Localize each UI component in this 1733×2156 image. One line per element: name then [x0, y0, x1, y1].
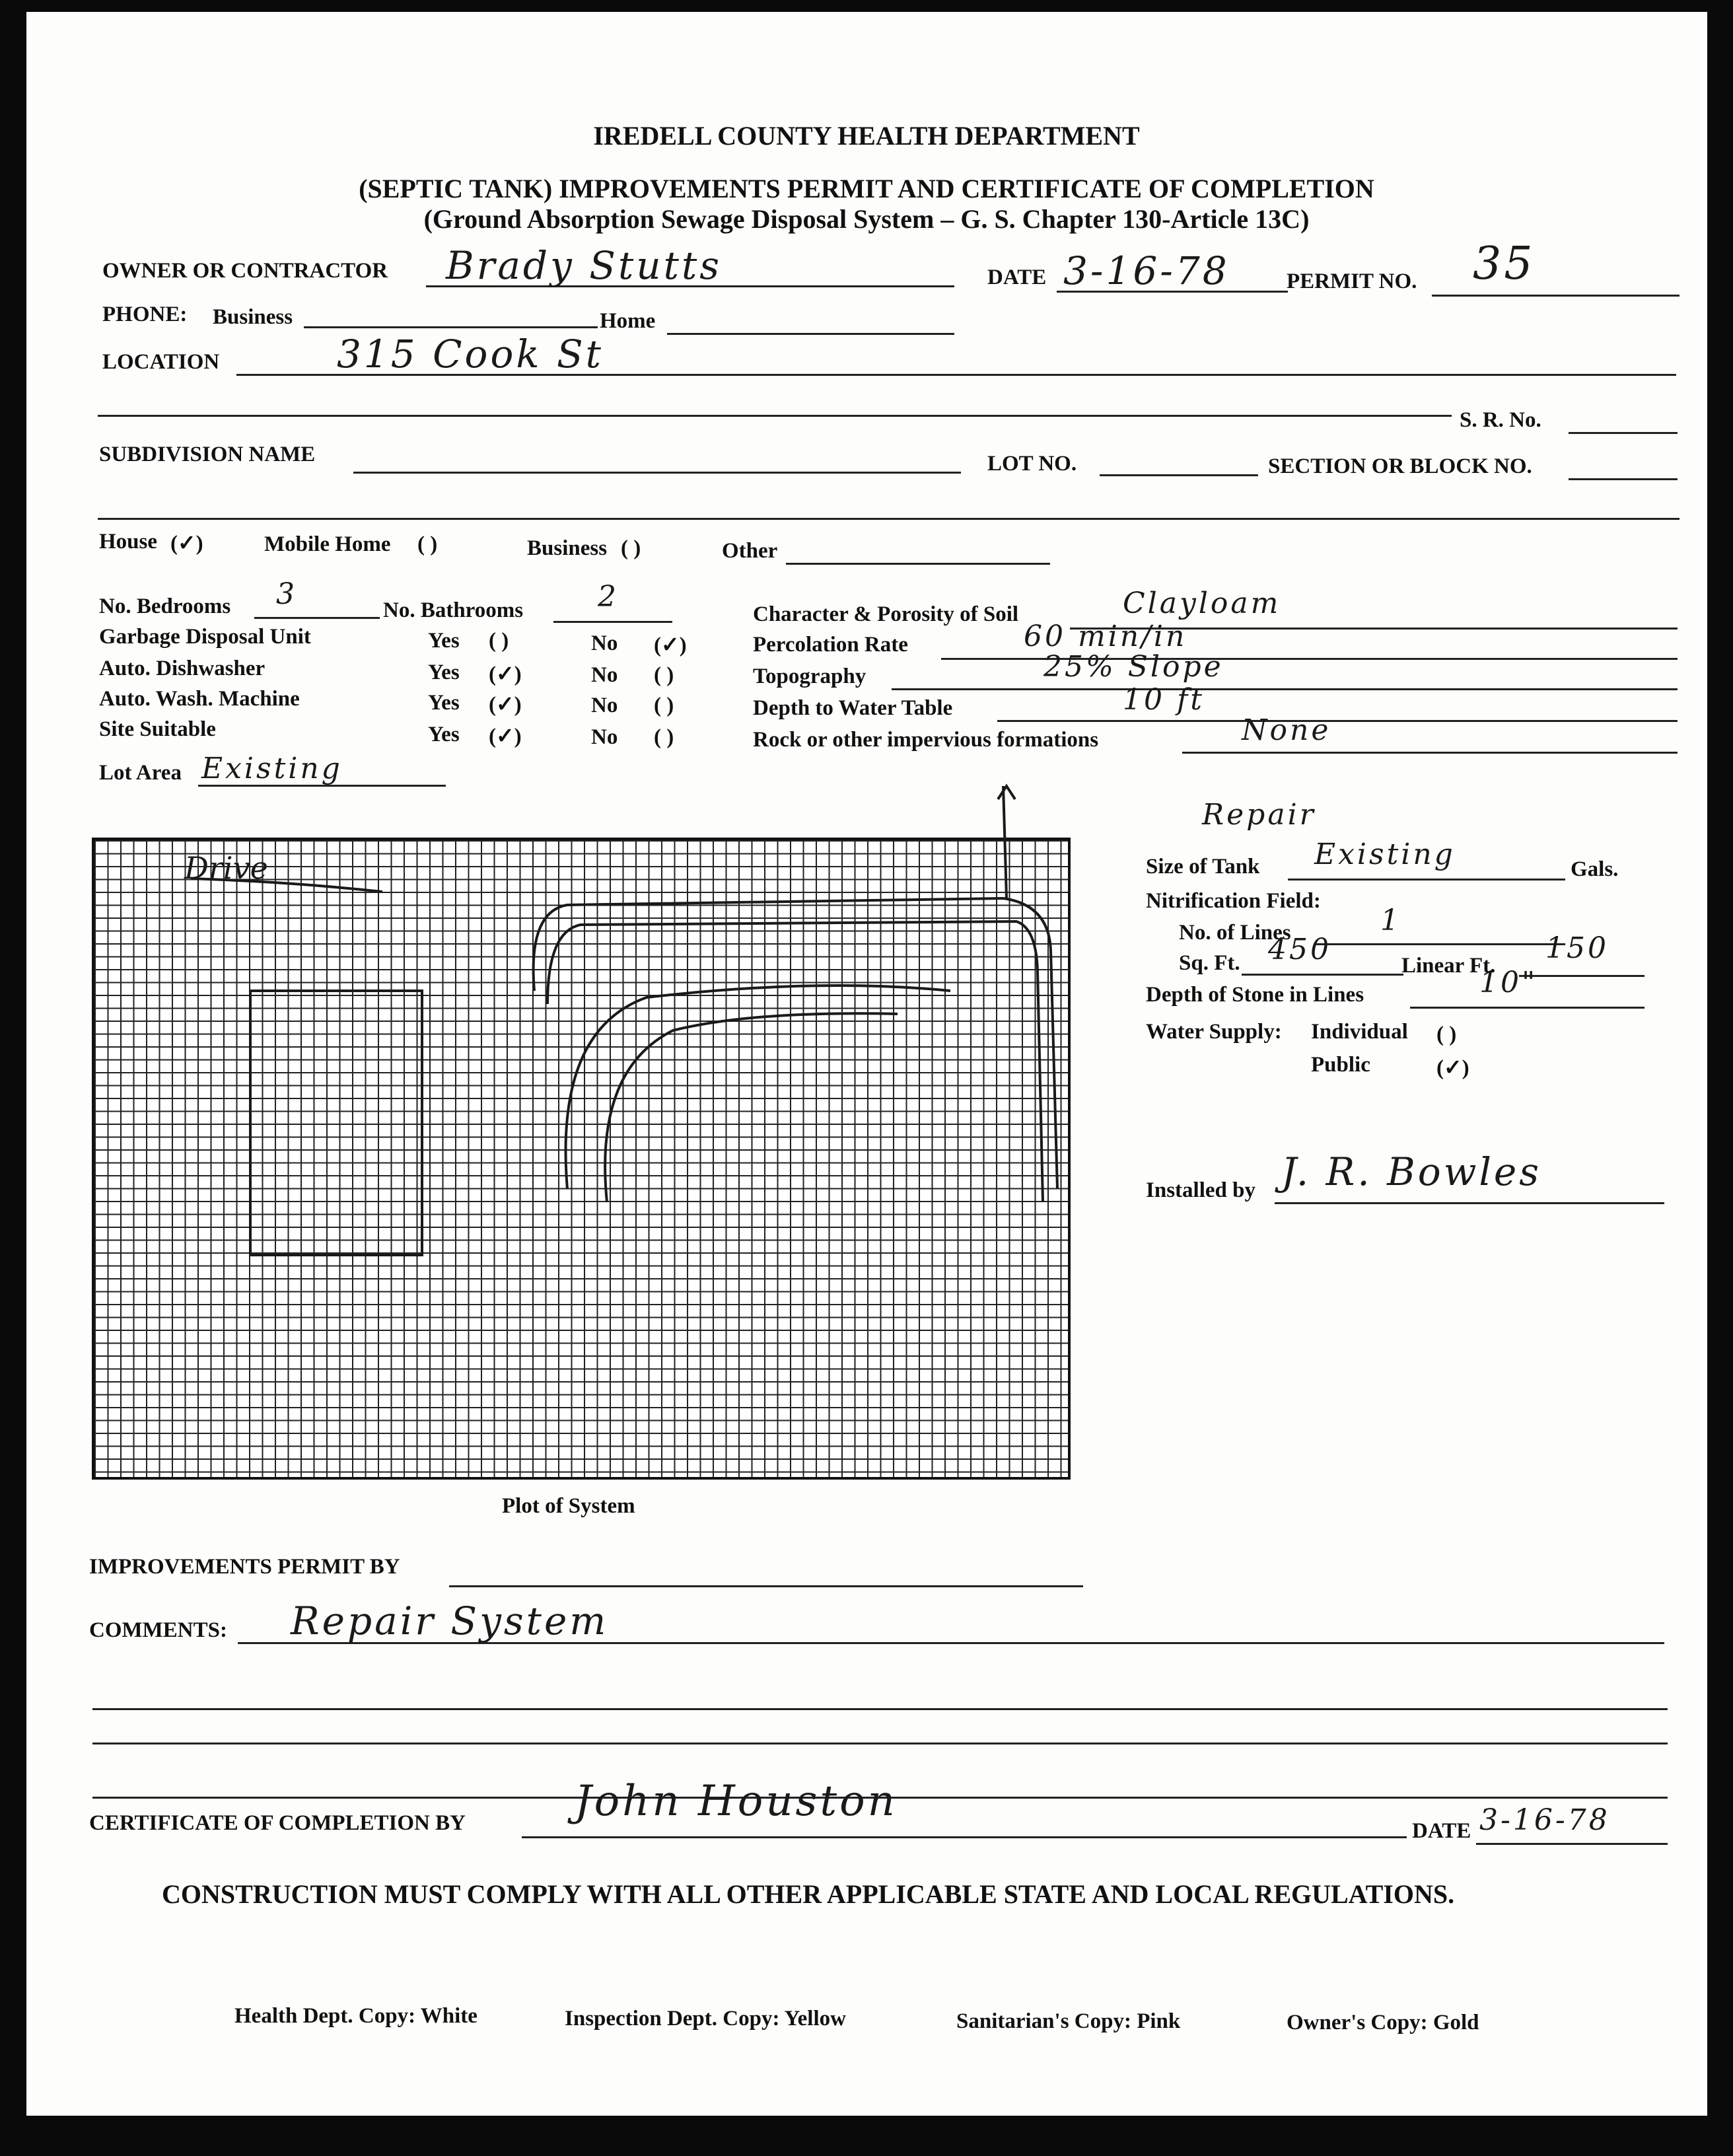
form-subtitle: (Ground Absorption Sewage Disposal System – G. S. Chapter 130-Article 13C): [423, 204, 1310, 234]
drain-line-inner: [548, 921, 1043, 1202]
public-checkbox[interactable]: (✓): [1436, 1056, 1469, 1080]
drain-line-3: [605, 1013, 898, 1202]
subdivision-line[interactable]: [353, 472, 961, 474]
house-label: House: [99, 530, 158, 554]
rock-label: Rock or other impervious formations: [753, 728, 1099, 752]
water-supply-label: Water Supply:: [1146, 1020, 1282, 1044]
water-table-label: Depth to Water Table: [753, 696, 953, 720]
home-phone-line[interactable]: [667, 333, 954, 335]
wash-machine-no-checkbox[interactable]: ( ): [654, 694, 674, 717]
sqft-value[interactable]: 450: [1268, 933, 1331, 966]
installed-by-value[interactable]: J. R. Bowles: [1281, 1149, 1541, 1194]
certificate-date-value[interactable]: 3-16-78: [1479, 1803, 1610, 1837]
lot-area-value[interactable]: Existing: [201, 752, 343, 785]
footer-health-copy: Health Dept. Copy: White: [234, 2004, 477, 2028]
bedrooms-line: [254, 617, 380, 619]
linear-ft-line: [1519, 975, 1645, 977]
subdivision-label: SUBDIVISION NAME: [99, 443, 316, 466]
wash-machine-yes-label: Yes: [428, 691, 460, 715]
phone-home-label: Home: [600, 309, 656, 333]
improvements-permit-line[interactable]: [449, 1585, 1083, 1587]
certificate-label: CERTIFICATE OF COMPLETION BY: [89, 1811, 466, 1835]
location-line-2: [98, 415, 1452, 417]
section-line[interactable]: [1569, 478, 1678, 480]
owner-value[interactable]: Brady Stutts: [446, 243, 723, 288]
plot-sketch: [92, 779, 1071, 1480]
site-suitable-yes-checkbox[interactable]: (✓): [489, 725, 522, 748]
tank-size-label: Size of Tank: [1146, 855, 1260, 879]
bathrooms-line: [553, 621, 672, 623]
installed-by-line: [1275, 1202, 1664, 1204]
house-outline: [250, 991, 422, 1255]
installed-by-label: Installed by: [1146, 1178, 1256, 1202]
soil-character-value[interactable]: Clayloam: [1123, 587, 1281, 620]
drain-line-outer: [534, 898, 1057, 1189]
dishwasher-yes-label: Yes: [428, 661, 460, 684]
nitrification-label: Nitrification Field:: [1146, 889, 1321, 913]
permit-line: [1432, 295, 1680, 297]
individual-label: Individual: [1311, 1020, 1408, 1044]
wash-machine-no-label: No: [591, 694, 618, 717]
lot-no-line[interactable]: [1100, 474, 1258, 476]
garbage-no-checkbox[interactable]: (✓): [654, 633, 687, 657]
perc-rate-value[interactable]: 60 min/in: [1024, 620, 1187, 653]
business-phone-line[interactable]: [304, 326, 598, 328]
other-label: Other: [722, 539, 778, 563]
sr-no-label: S. R. No.: [1460, 408, 1541, 432]
business-label: Business: [527, 536, 608, 560]
sr-no-line[interactable]: [1569, 432, 1678, 434]
footer-inspection-copy: Inspection Dept. Copy: Yellow: [565, 2007, 846, 2030]
rock-line: [1182, 752, 1678, 754]
business-checkbox[interactable]: ( ): [621, 536, 641, 560]
repair-note: Repair: [1202, 798, 1316, 832]
wash-machine-yes-checkbox[interactable]: (✓): [489, 693, 522, 717]
certificate-signature[interactable]: John Houston: [575, 1777, 898, 1826]
house-checkbox[interactable]: (✓): [170, 532, 203, 556]
individual-checkbox[interactable]: ( ): [1436, 1023, 1457, 1046]
stone-depth-label: Depth of Stone in Lines: [1146, 983, 1364, 1007]
stone-depth-line: [1410, 1007, 1645, 1009]
lot-no-label: LOT NO.: [987, 452, 1077, 476]
water-table-value[interactable]: 10 ft: [1123, 683, 1205, 717]
tank-size-line: [1288, 879, 1565, 880]
bedrooms-label: No. Bedrooms: [99, 594, 231, 618]
site-suitable-no-checkbox[interactable]: ( ): [654, 725, 674, 749]
phone-label: PHONE:: [102, 303, 188, 326]
section-label: SECTION OR BLOCK NO.: [1268, 454, 1532, 478]
wash-machine-label: Auto. Wash. Machine: [99, 687, 300, 711]
public-label: Public: [1311, 1053, 1370, 1077]
footer-owner-copy: Owner's Copy: Gold: [1287, 2011, 1479, 2034]
dishwasher-yes-checkbox[interactable]: (✓): [489, 663, 522, 686]
dishwasher-no-checkbox[interactable]: ( ): [654, 663, 674, 687]
comments-line-3[interactable]: [92, 1743, 1668, 1744]
no-lines-value[interactable]: 1: [1380, 904, 1401, 937]
dishwasher-no-label: No: [591, 663, 618, 687]
department-heading: IREDELL COUNTY HEALTH DEPARTMENT: [593, 121, 1140, 151]
certificate-line: [522, 1836, 1407, 1838]
certificate-date-line: [1476, 1843, 1668, 1845]
site-suitable-label: Site Suitable: [99, 717, 216, 741]
stone-depth-value[interactable]: 10": [1479, 966, 1538, 999]
site-suitable-yes-label: Yes: [428, 723, 460, 746]
divider-line: [98, 518, 1680, 520]
site-suitable-no-label: No: [591, 725, 618, 749]
perc-rate-label: Percolation Rate: [753, 633, 908, 657]
permit-label: PERMIT NO.: [1287, 270, 1417, 293]
other-line[interactable]: [786, 563, 1050, 565]
date-label: DATE: [987, 266, 1047, 289]
linear-ft-value[interactable]: 150: [1545, 931, 1609, 965]
gals-label: Gals.: [1571, 857, 1619, 881]
rock-value[interactable]: None: [1242, 713, 1331, 747]
form-title: (SEPTIC TANK) IMPROVEMENTS PERMIT AND CERTIFICATE OF COMPLETION: [359, 174, 1374, 203]
compliance-notice: CONSTRUCTION MUST COMPLY WITH ALL OTHER APPLICABLE STATE AND LOCAL REGULATIONS.: [162, 1879, 1455, 1909]
footer-sanitarian-copy: Sanitarian's Copy: Pink: [956, 2009, 1181, 2033]
bathrooms-label: No. Bathrooms: [383, 598, 524, 622]
garbage-yes-checkbox[interactable]: ( ): [489, 629, 509, 653]
tank-size-value[interactable]: Existing: [1314, 838, 1456, 871]
permit-value[interactable]: 35: [1473, 238, 1536, 290]
topography-line: [892, 688, 1678, 690]
sqft-line: [1242, 974, 1403, 976]
location-value[interactable]: 315 Cook St: [337, 332, 604, 377]
soil-character-label: Character & Porosity of Soil: [753, 602, 1019, 626]
topography-value[interactable]: 25% Slope: [1043, 650, 1224, 684]
certificate-date-label: DATE: [1412, 1819, 1471, 1843]
comments-value[interactable]: Repair System: [291, 1599, 609, 1643]
phone-business-label: Business: [213, 305, 293, 329]
linear-ft-label: Linear Ft.: [1401, 954, 1496, 978]
garbage-yes-label: Yes: [428, 629, 460, 653]
date-value[interactable]: 3-16-78: [1063, 248, 1230, 293]
drive-label: Drive: [184, 850, 268, 886]
sqft-label: Sq. Ft.: [1179, 951, 1240, 975]
mobile-home-label: Mobile Home: [264, 532, 391, 556]
bathrooms-value[interactable]: 2: [598, 580, 619, 614]
comments-label: COMMENTS:: [89, 1618, 227, 1642]
improvements-permit-label: IMPROVEMENTS PERMIT BY: [89, 1555, 400, 1579]
dishwasher-label: Auto. Dishwasher: [99, 657, 265, 680]
arrow: [998, 786, 1015, 898]
location-label: LOCATION: [102, 350, 220, 374]
no-lines-label: No. of Lines: [1179, 921, 1291, 945]
garbage-no-label: No: [591, 631, 618, 655]
water-table-line: [997, 720, 1678, 722]
no-lines-line: [1314, 943, 1565, 945]
comments-line-2[interactable]: [92, 1708, 1668, 1710]
bedrooms-value[interactable]: 3: [276, 577, 297, 611]
plot-caption: Plot of System: [502, 1494, 635, 1518]
topography-label: Topography: [753, 665, 866, 688]
lot-area-label: Lot Area: [99, 761, 182, 785]
mobile-home-checkbox[interactable]: ( ): [417, 532, 438, 556]
owner-label: OWNER OR CONTRACTOR: [102, 259, 388, 283]
garbage-disposal-label: Garbage Disposal Unit: [99, 625, 311, 649]
